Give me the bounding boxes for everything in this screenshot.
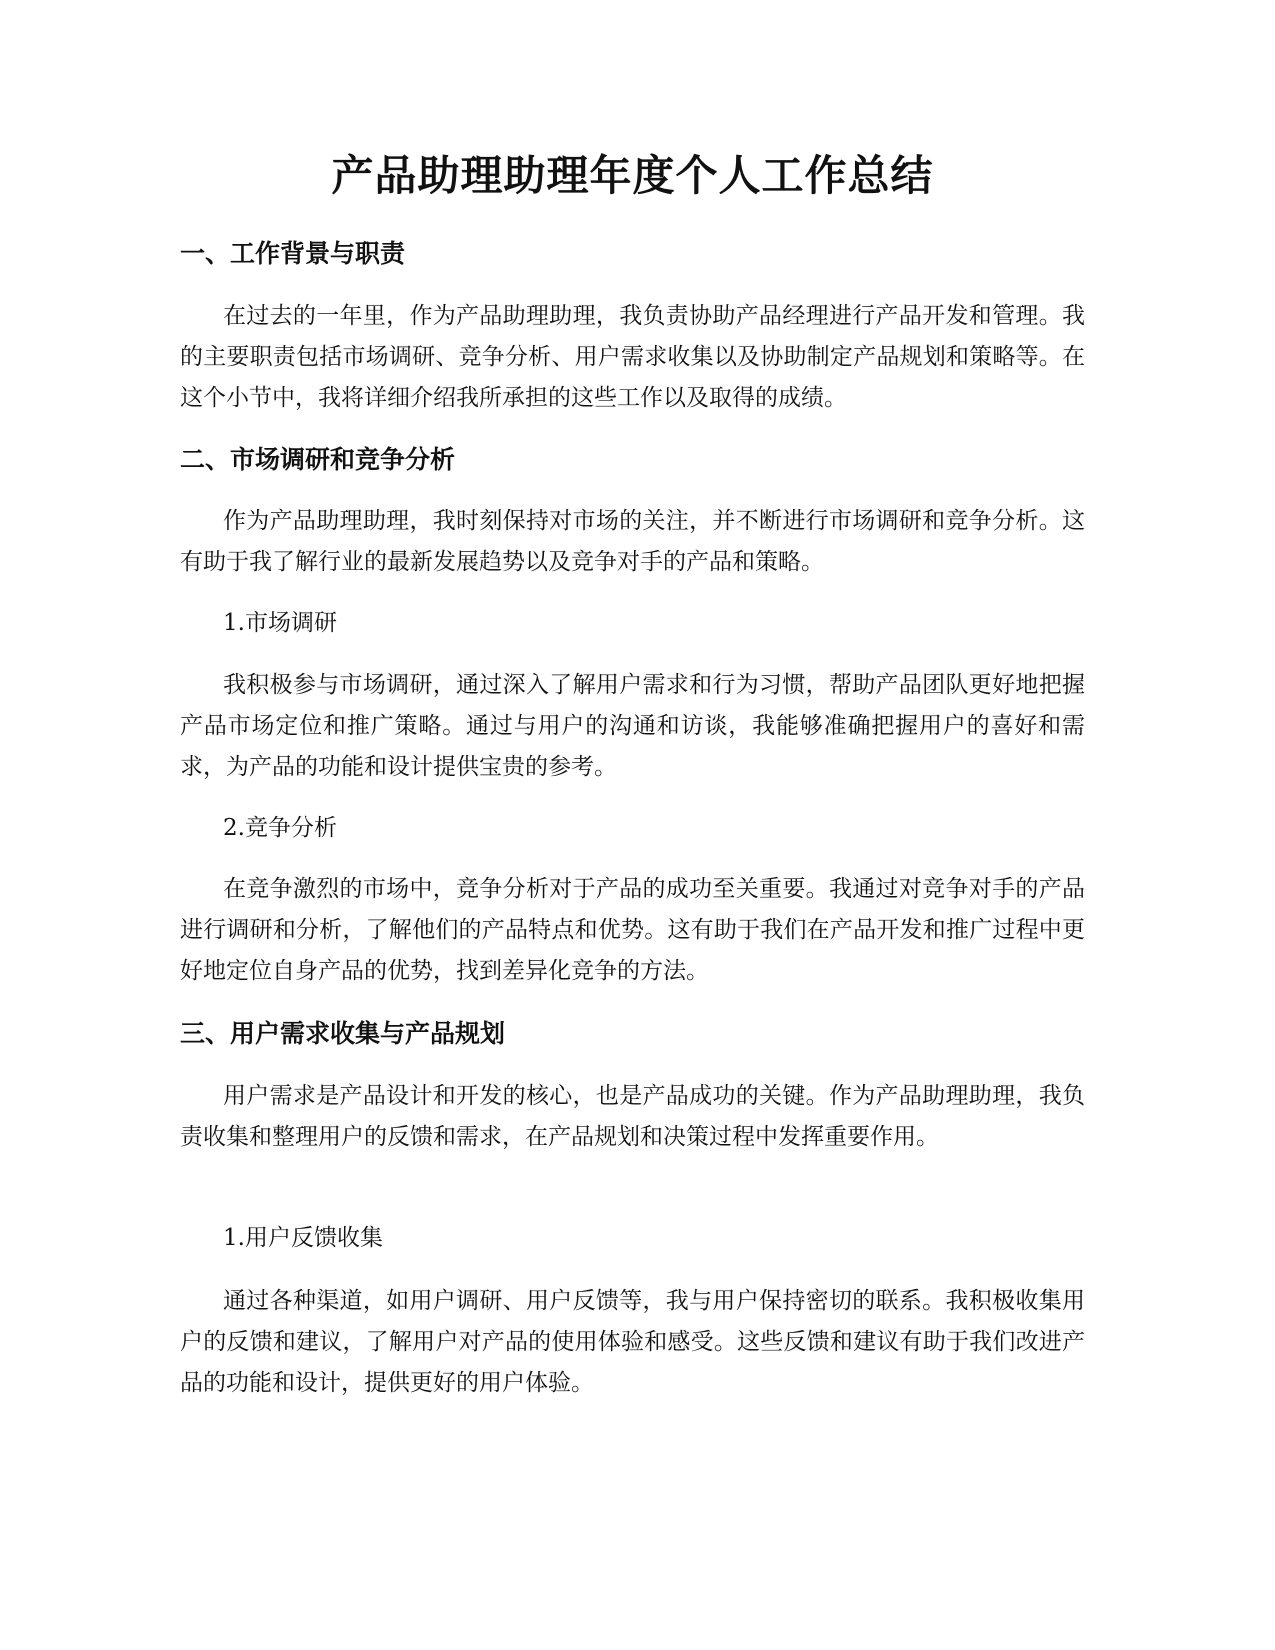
- paragraph-background: 在过去的一年里，作为产品助理助理，我负责协助产品经理进行产品开发和管理。我的主要职责包括市场调研、竞争分析、用户需求收集以及协助制定产品规划和策略等。在这个小节中，我将详细介绍我所承担的这些工作以及取得的成绩。: [180, 303, 1085, 411]
- subheading-competition-analysis: 2.竞争分析: [223, 815, 337, 841]
- section-heading-market-research: 二、市场调研和竞争分析: [180, 445, 456, 474]
- subheading-user-feedback: 1.用户反馈收集: [223, 1225, 383, 1251]
- paragraph-user-feedback: 通过各种渠道，如用户调研、用户反馈等，我与用户保持密切的联系。我积极收集用户的反馈和建议，了解用户对产品的使用体验和感受。这些反馈和建议有助于我们改进产品的功能和设计，提供更好的用户体验。: [180, 1288, 1085, 1396]
- section-heading-user-needs: 三、用户需求收集与产品规划: [180, 1019, 506, 1048]
- document-page: [180, 0, 1085, 1650]
- paragraph-user-needs-intro: 用户需求是产品设计和开发的核心，也是产品成功的关键。作为产品助理助理，我负责收集和整理用户的反馈和需求，在产品规划和决策过程中发挥重要作用。: [180, 1083, 1085, 1150]
- document-title: 产品助理助理年度个人工作总结: [331, 151, 934, 200]
- paragraph-market-intro: 作为产品助理助理，我时刻保持对市场的关注，并不断进行市场调研和竞争分析。这有助于我了解行业的最新发展趋势以及竞争对手的产品和策略。: [180, 508, 1085, 575]
- paragraph-competition-analysis: 在竞争激烈的市场中，竞争分析对于产品的成功至关重要。我通过对竞争对手的产品进行调研和分析，了解他们的产品特点和优势。这有助于我们在产品开发和推广过程中更好地定位自身产品的优势，找到差异化竞争的方法。: [180, 876, 1085, 984]
- section-heading-background: 一、工作背景与职责: [180, 239, 406, 268]
- subheading-market-research: 1.市场调研: [223, 610, 337, 636]
- paragraph-market-research: 我积极参与市场调研，通过深入了解用户需求和行为习惯，帮助产品团队更好地把握产品市场定位和推广策略。通过与用户的沟通和访谈，我能够准确把握用户的喜好和需求，为产品的功能和设计提供宝贵的参考。: [180, 672, 1085, 780]
